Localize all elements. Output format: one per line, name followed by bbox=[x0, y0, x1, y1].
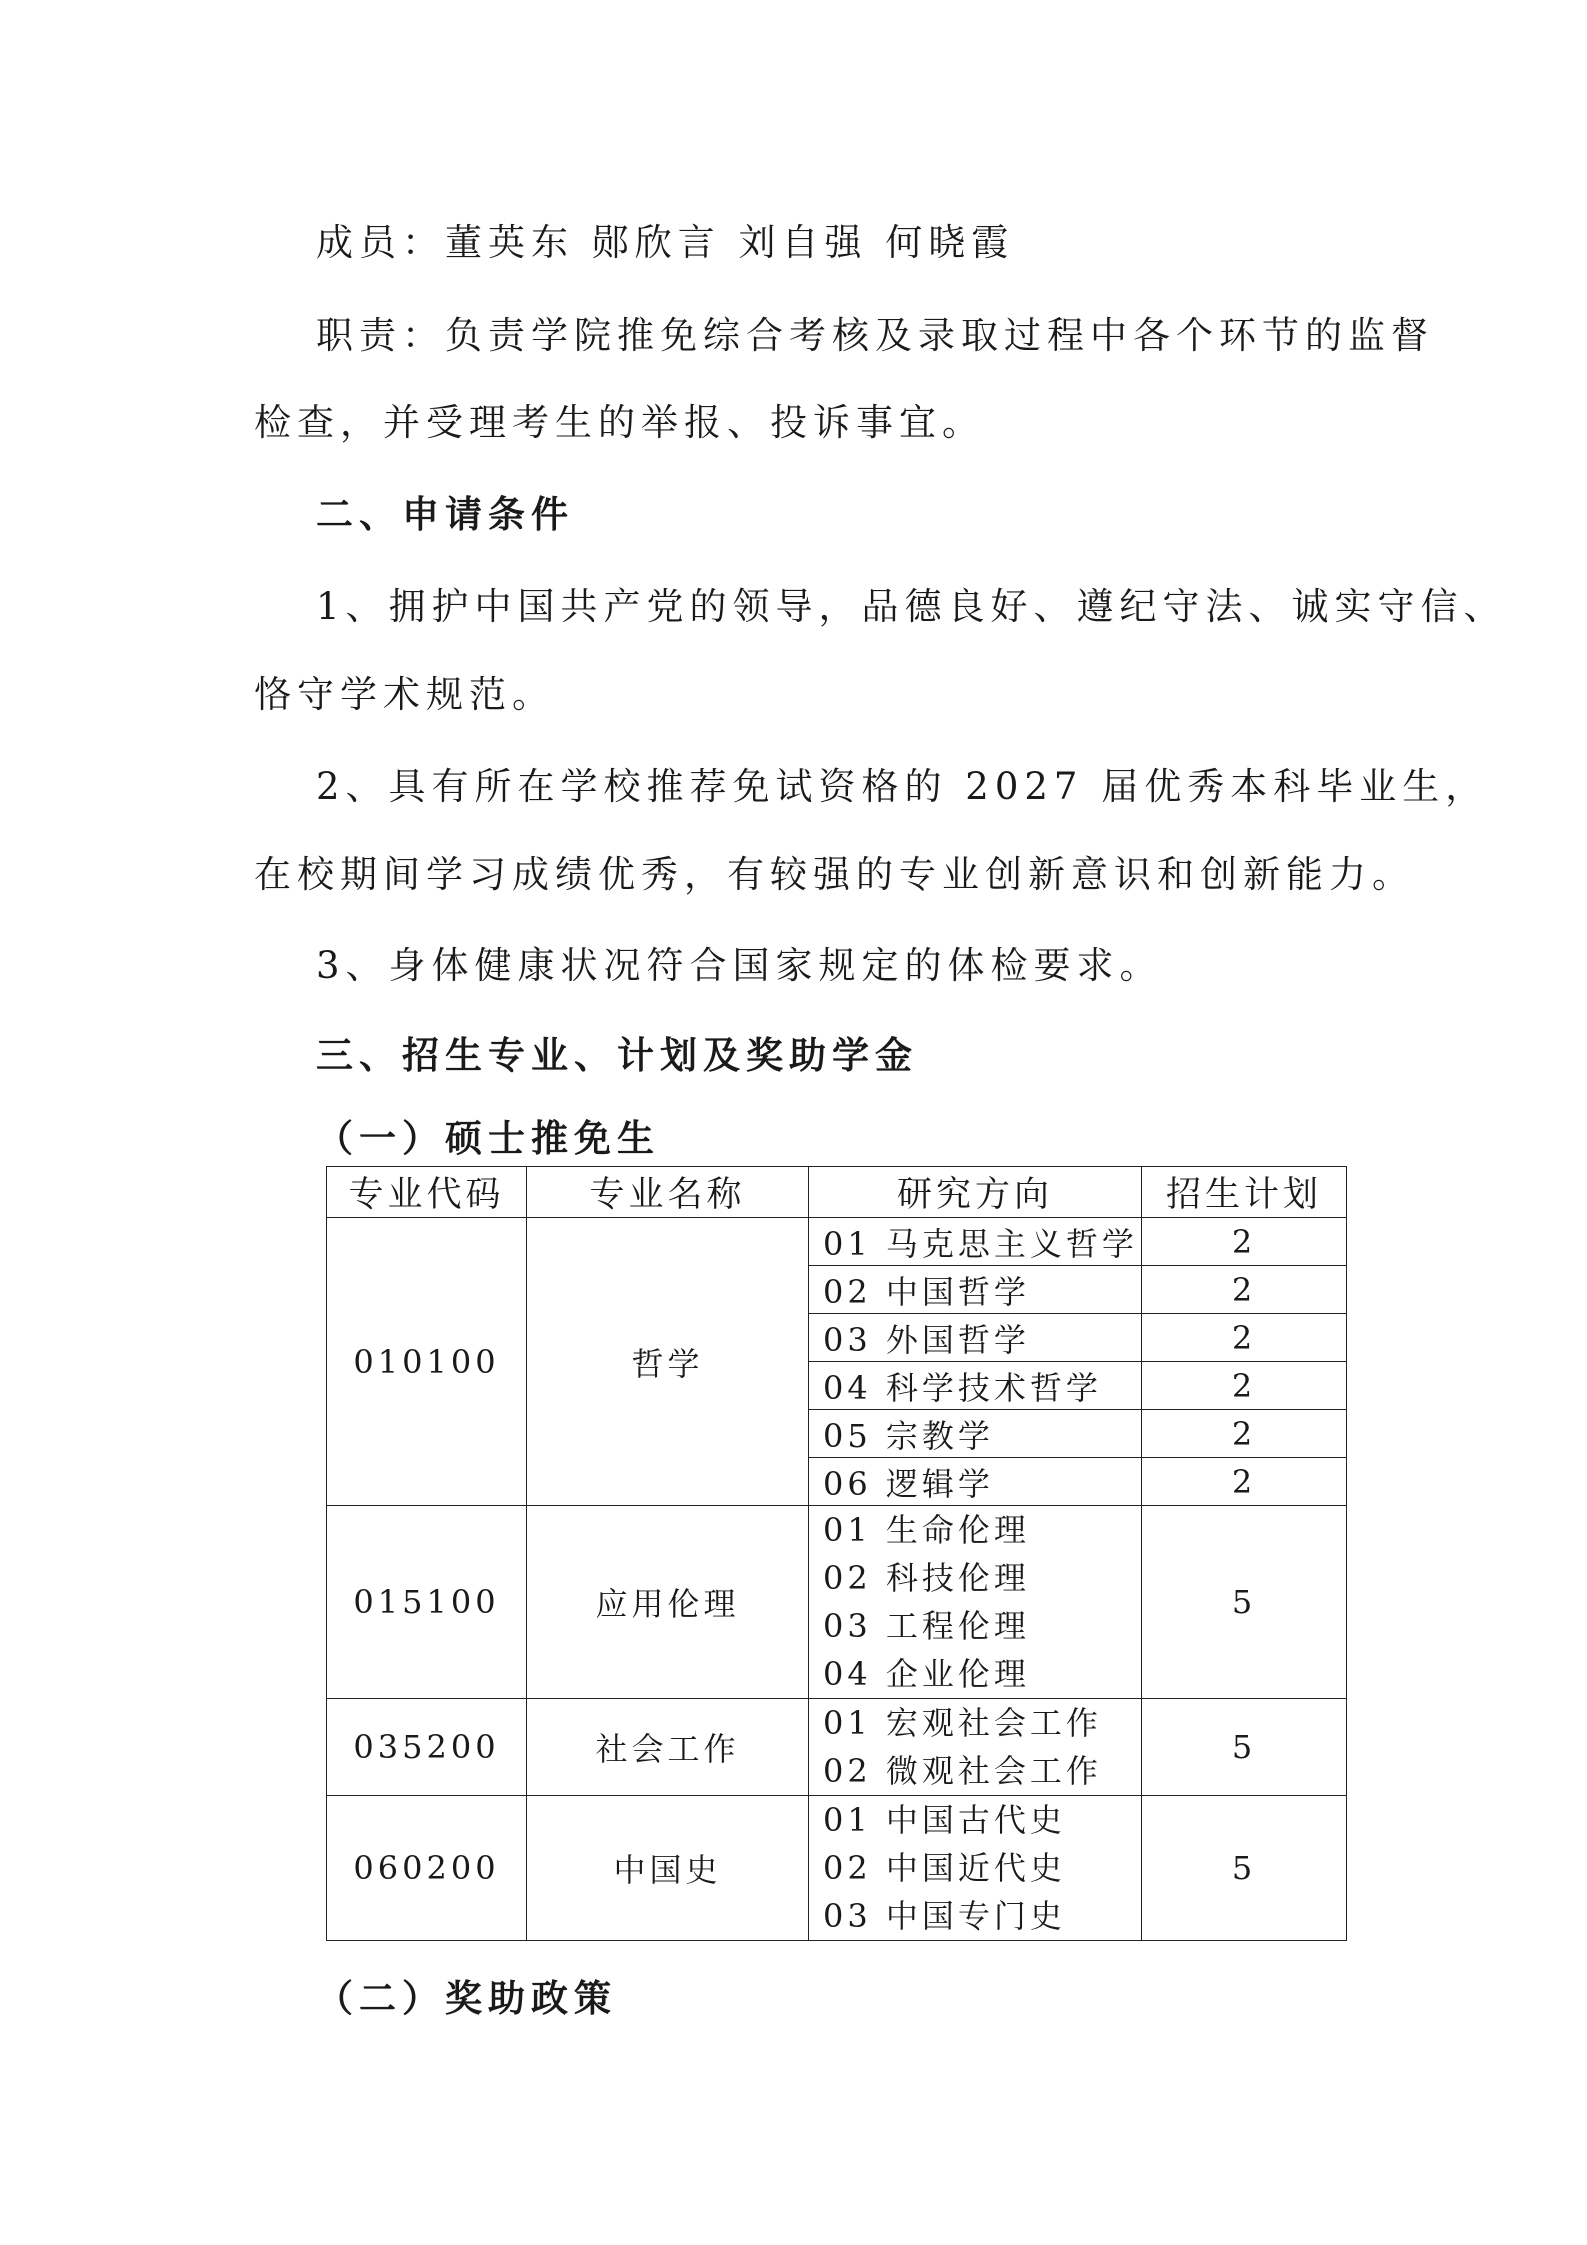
table-row bbox=[327, 1506, 1347, 1699]
direction-cell: 03 外国哲学 bbox=[809, 1314, 1142, 1362]
direction-item: 03 中国专门史 bbox=[823, 1897, 1066, 1935]
table-row bbox=[327, 1218, 1347, 1266]
table-header-row bbox=[327, 1167, 1347, 1218]
plan-cell: 5 bbox=[1142, 1796, 1347, 1941]
direction-item: 02 科技伦理 bbox=[823, 1559, 1030, 1597]
direction-item: 01 生命伦理 bbox=[823, 1511, 1030, 1549]
header-research-direction: 研究方向 bbox=[809, 1167, 1142, 1218]
direction-cell bbox=[809, 1796, 1142, 1941]
plan-cell: 2 bbox=[1142, 1218, 1347, 1266]
direction-item: 01 宏观社会工作 bbox=[823, 1704, 1102, 1742]
direction-item: 01 中国古代史 bbox=[823, 1801, 1066, 1839]
enrollment-plan-table bbox=[326, 1166, 1347, 1941]
condition-2-line-2: 在校期间学习成绩优秀，有较强的专业创新意识和创新能力。 bbox=[254, 853, 1415, 896]
condition-2-line-1: 2、具有所在学校推荐免试资格的 2027 届优秀本科毕业生， bbox=[316, 765, 1489, 808]
duty-line-2: 检查，并受理考生的举报、投诉事宜。 bbox=[254, 401, 985, 444]
direction-item: 03 工程伦理 bbox=[823, 1607, 1030, 1645]
header-major-code: 专业代码 bbox=[327, 1167, 527, 1218]
direction-cell: 01 马克思主义哲学 bbox=[809, 1218, 1142, 1266]
plan-cell: 2 bbox=[1142, 1410, 1347, 1458]
major-name-cell: 应用伦理 bbox=[527, 1506, 809, 1699]
direction-cell: 04 科学技术哲学 bbox=[809, 1362, 1142, 1410]
condition-3-line: 3、身体健康状况符合国家规定的体检要求。 bbox=[316, 944, 1163, 987]
header-major-name: 专业名称 bbox=[527, 1167, 809, 1218]
direction-cell bbox=[809, 1699, 1142, 1796]
direction-cell: 05 宗教学 bbox=[809, 1410, 1142, 1458]
major-code-cell: 035200 bbox=[327, 1699, 527, 1796]
header-enrollment-plan: 招生计划 bbox=[1142, 1167, 1347, 1218]
plan-cell: 5 bbox=[1142, 1506, 1347, 1699]
subheading-master: （一）硕士推免生 bbox=[316, 1117, 660, 1160]
plan-cell: 2 bbox=[1142, 1314, 1347, 1362]
direction-item: 04 企业伦理 bbox=[823, 1655, 1030, 1693]
direction-item: 02 中国近代史 bbox=[823, 1849, 1066, 1887]
major-code-cell: 060200 bbox=[327, 1796, 527, 1941]
direction-cell: 02 中国哲学 bbox=[809, 1266, 1142, 1314]
direction-cell bbox=[809, 1506, 1142, 1699]
condition-1-line-1: 1、拥护中国共产党的领导，品德良好、遵纪守法、诚实守信、 bbox=[316, 585, 1507, 628]
table-row bbox=[327, 1796, 1347, 1941]
major-code-cell: 010100 bbox=[327, 1218, 527, 1506]
table-row bbox=[327, 1699, 1347, 1796]
plan-cell: 2 bbox=[1142, 1266, 1347, 1314]
condition-1-line-2: 恪守学术规范。 bbox=[254, 673, 555, 716]
plan-cell: 2 bbox=[1142, 1458, 1347, 1506]
plan-cell: 2 bbox=[1142, 1362, 1347, 1410]
subheading-aid-policy: （二）奖助政策 bbox=[316, 1977, 617, 2020]
major-name-cell: 中国史 bbox=[527, 1796, 809, 1941]
major-code-cell: 015100 bbox=[327, 1506, 527, 1699]
major-name-cell: 社会工作 bbox=[527, 1699, 809, 1796]
duty-line-1: 职责：负责学院推免综合考核及录取过程中各个环节的监督 bbox=[316, 314, 1434, 357]
members-line: 成员：董英东 郧欣言 刘自强 何晓霞 bbox=[316, 221, 1015, 264]
direction-item: 02 微观社会工作 bbox=[823, 1752, 1102, 1790]
direction-cell: 06 逻辑学 bbox=[809, 1458, 1142, 1506]
plan-cell: 5 bbox=[1142, 1699, 1347, 1796]
major-name-cell: 哲学 bbox=[527, 1218, 809, 1506]
section-heading-majors: 三、招生专业、计划及奖助学金 bbox=[316, 1034, 918, 1077]
section-heading-conditions: 二、申请条件 bbox=[316, 493, 574, 536]
